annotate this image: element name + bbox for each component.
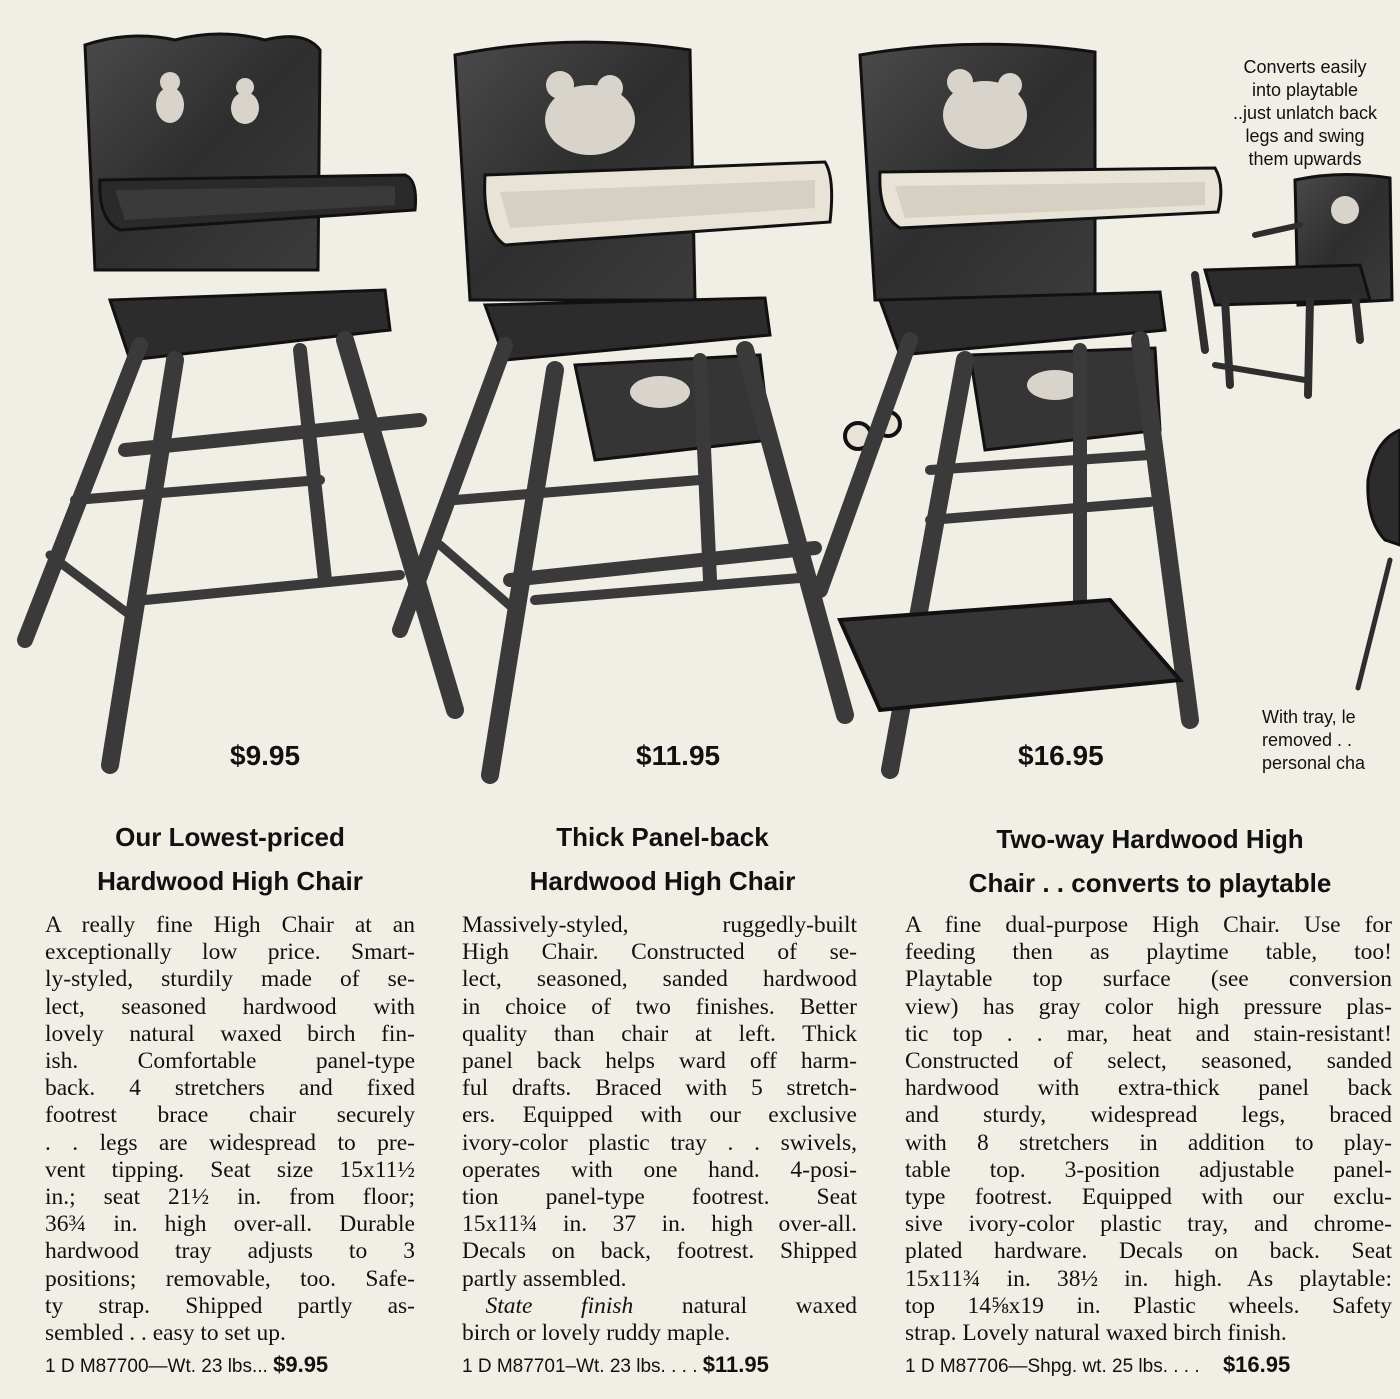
description-line: ful drafts. Braced with 5 stretch- <box>462 1075 857 1102</box>
description-line: view) has gray color high pressure plas- <box>905 993 1392 1020</box>
price-tag: $11.95 <box>636 740 721 771</box>
description-line: 15x11¾ in. 37 in. high over-all. <box>462 1211 857 1238</box>
description-line: strap. Lovely natural waxed birch finish. <box>905 1320 1287 1347</box>
description-line: and sturdy, widespread legs, braced <box>905 1102 1392 1129</box>
description-line: feeding then as playtime table, too! <box>905 939 1392 966</box>
description-line: A really fine High Chair at an <box>45 912 415 938</box>
description-line: back. 4 stretchers and fixed <box>45 1075 415 1102</box>
heading-line: Hardwood High Chair <box>529 866 796 896</box>
catalog-price: $9.95 <box>273 1352 329 1377</box>
description-line: tic top . . mar, heat and stain-resistant! <box>905 1020 1392 1047</box>
description-line: ivory-color plastic tray . . swivels, <box>462 1129 857 1156</box>
description-line: . . legs are widespread to pre- <box>45 1129 415 1156</box>
product-description <box>45 912 415 1347</box>
playtable-callout <box>1215 56 1395 171</box>
description-line: lect, seasoned, sanded hardwood <box>462 966 857 993</box>
product-heading <box>905 817 1395 905</box>
callout-line: With tray, le <box>1262 707 1356 727</box>
description-line: exceptionally low price. Smart- <box>45 939 415 966</box>
description-line: ers. Equipped with our exclusive <box>462 1102 857 1129</box>
finish-label: State finish <box>485 1292 634 1319</box>
description-line: type footrest. Equipped with our exclu- <box>905 1184 1392 1211</box>
description-line: in.; seat 21½ in. from floor; <box>45 1184 415 1211</box>
chair-1-illustration <box>25 34 455 765</box>
finish-line-2: birch or lovely ruddy maple. <box>462 1320 731 1347</box>
personal-chair-callout <box>1262 706 1400 775</box>
description-line: operates with one hand. 4-posi- <box>462 1156 857 1183</box>
heading-line: Two-way Hardwood High <box>996 824 1304 854</box>
description-line: 15x11¾ in. 38½ in. high. As playtable: <box>905 1265 1392 1292</box>
description-line: hardwood tray adjusts to 3 <box>45 1238 415 1265</box>
callout-line: into playtable <box>1251 80 1359 100</box>
description-line: panel back helps ward off harm- <box>462 1048 857 1075</box>
heading-line: Thick Panel-back <box>556 822 769 852</box>
callout-line: removed . . <box>1262 730 1353 750</box>
product-heading <box>470 815 855 903</box>
description-line: in choice of two finishes. Better <box>462 993 857 1020</box>
catalog-text: 1 D M87706—Shpg. wt. 25 lbs. . . . <box>905 1356 1200 1377</box>
finish-line <box>462 1293 857 1320</box>
product-heading <box>50 815 410 903</box>
description-line: vent tipping. Seat size 15x11½ <box>45 1156 415 1183</box>
heading-line: Chair . . converts to playtable <box>968 868 1332 898</box>
description-line: A fine dual-purpose High Chair. Use for <box>905 912 1392 938</box>
description-line: sembled . . easy to set up. <box>45 1320 286 1347</box>
heading-line: Our Lowest-priced <box>115 822 345 852</box>
catalog-price: $11.95 <box>702 1352 769 1377</box>
personal-chair-partial-illustration <box>1358 430 1400 688</box>
finish-rest: natural waxed <box>681 1292 857 1319</box>
price-tag: $9.95 <box>230 740 301 771</box>
description-line: Constructed of select, seasoned, sanded <box>905 1048 1392 1075</box>
callout-line: them upwards <box>1248 149 1362 169</box>
product-description <box>905 912 1392 1347</box>
description-line: lect, seasoned hardwood with <box>45 993 415 1020</box>
description-line: with 8 stretchers in addition to play- <box>905 1129 1392 1156</box>
chair-3-illustration <box>820 44 1221 770</box>
description-line: Playtable top surface (see conversion <box>905 966 1392 993</box>
catalog-text: 1 D M87700—Wt. 23 lbs... <box>45 1356 268 1377</box>
description-line: sive ivory-color plastic tray, and chrome- <box>905 1211 1392 1238</box>
description-line: ish. Comfortable panel-type <box>45 1048 415 1075</box>
description-line: lovely natural waxed birch fin- <box>45 1020 415 1047</box>
description-line: ly-styled, sturdily made of se- <box>45 966 415 993</box>
description-line: Massively-styled, ruggedly-built <box>462 912 857 938</box>
description-line: ty strap. Shipped partly as- <box>45 1292 415 1319</box>
description-line: footrest brace chair securely <box>45 1102 415 1129</box>
description-line: plated hardware. Decals on back. Seat <box>905 1238 1392 1265</box>
description-line: tion panel-type footrest. Seat <box>462 1184 857 1211</box>
callout-line: ..just unlatch back <box>1232 103 1378 123</box>
catalog-price: $16.95 <box>1222 1352 1291 1377</box>
catalog-number <box>45 1352 328 1378</box>
price-tag: $16.95 <box>1018 740 1104 771</box>
description-line: partly assembled. <box>462 1265 627 1292</box>
playtable-conversion-illustration <box>1195 174 1392 395</box>
heading-line: Hardwood High Chair <box>97 866 363 896</box>
chair-2-illustration <box>400 42 845 775</box>
description-line: table top. 3-position adjustable panel- <box>905 1156 1392 1183</box>
catalog-text: 1 D M87701–Wt. 23 lbs. . . . <box>462 1356 698 1377</box>
description-line: quality than chair at left. Thick <box>462 1020 857 1047</box>
description-line: Decals on back, footrest. Shipped <box>462 1238 857 1265</box>
catalog-number <box>462 1352 769 1378</box>
description-line: positions; removable, too. Safe- <box>45 1265 415 1292</box>
description-line: top 14⅝x19 in. Plastic wheels. Safety <box>905 1292 1392 1319</box>
description-line: hardwood with extra-thick panel back <box>905 1075 1392 1102</box>
callout-line: legs and swing <box>1245 126 1365 146</box>
children-decal-icon <box>943 69 1027 149</box>
description-line: High Chair. Constructed of se- <box>462 939 857 966</box>
callout-line: personal cha <box>1262 753 1366 773</box>
catalog-number <box>905 1352 1290 1378</box>
description-line: 36¾ in. high over-all. Durable <box>45 1211 415 1238</box>
product-description <box>462 912 857 1347</box>
callout-line: Converts easily <box>1243 57 1367 77</box>
